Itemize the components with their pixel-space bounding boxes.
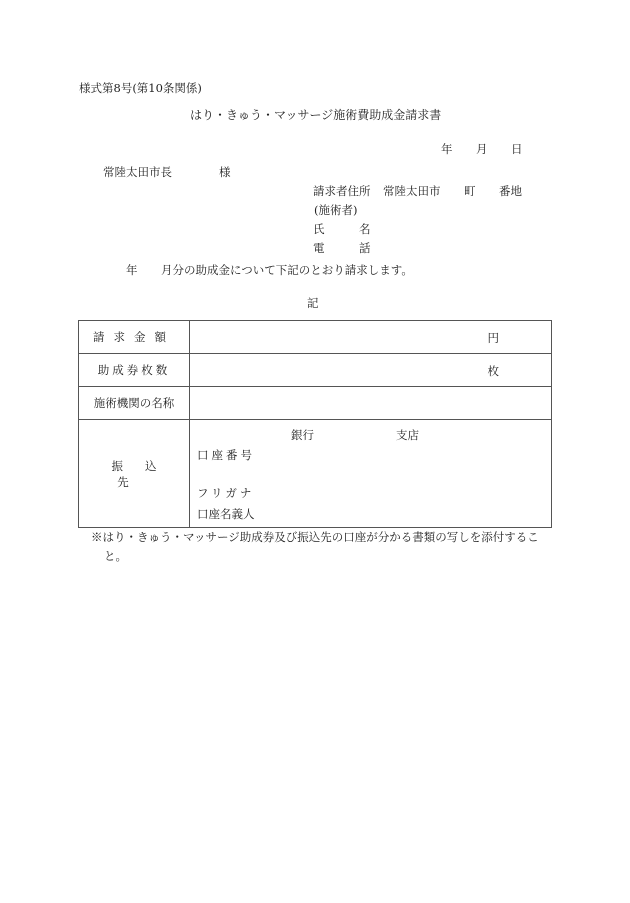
account-holder-label: 口座名義人	[197, 507, 255, 521]
facility-name-field[interactable]	[190, 387, 552, 420]
table-row	[79, 420, 552, 528]
yen-unit: 円	[487, 331, 499, 345]
note-line-2: と。	[104, 549, 127, 563]
addressee-name: 常陸太田市長	[103, 165, 172, 179]
statement-year: 年	[126, 263, 138, 277]
facility-name-label: 施術機関の名称	[93, 396, 175, 410]
form-number: 様式第8号(第10条関係)	[79, 81, 202, 95]
phone-label-1: 電	[313, 241, 325, 255]
transfer-field[interactable]	[190, 420, 552, 528]
claim-table	[78, 320, 552, 528]
ticket-count-label: 助成券枚数	[97, 363, 171, 377]
date-month: 月	[476, 142, 488, 156]
claimant-role: (施術者)	[314, 203, 358, 217]
branch-label: 支店	[396, 428, 419, 442]
furigana-label: フリガナ	[197, 486, 255, 500]
bank-label: 銀行	[291, 428, 314, 442]
claimant-banchi: 番地	[499, 184, 522, 198]
table-row	[79, 321, 552, 354]
table-row	[79, 354, 552, 387]
claimant-address-label: 請求者住所	[313, 184, 371, 198]
document-title: はり・きゅう・マッサージ施術費助成金請求書	[190, 108, 442, 122]
note-line-1: ※はり・きゅう・マッサージ助成券及び振込先の口座が分かる書類の写しを添付するこ	[91, 530, 539, 544]
claimant-city: 常陸太田市	[383, 184, 441, 198]
table-row	[79, 387, 552, 420]
statement-text: 月分の助成金について下記のとおり請求します。	[161, 263, 413, 277]
sheet-unit: 枚	[487, 364, 499, 378]
phone-label-2: 話	[359, 241, 371, 255]
name-label-2: 名	[359, 222, 371, 236]
date-day: 日	[511, 142, 523, 156]
claim-amount-label: 請求金額	[93, 330, 175, 344]
addressee-honorific: 様	[219, 165, 231, 179]
ki-heading: 記	[307, 296, 319, 310]
date-year: 年	[441, 142, 453, 156]
name-label-1: 氏	[313, 222, 325, 236]
account-number-label: 口座番号	[197, 448, 255, 462]
claimant-town: 町	[464, 184, 476, 198]
ticket-count-field[interactable]	[190, 354, 552, 387]
claim-amount-field[interactable]	[190, 321, 552, 354]
transfer-label: 振込先	[111, 458, 179, 489]
